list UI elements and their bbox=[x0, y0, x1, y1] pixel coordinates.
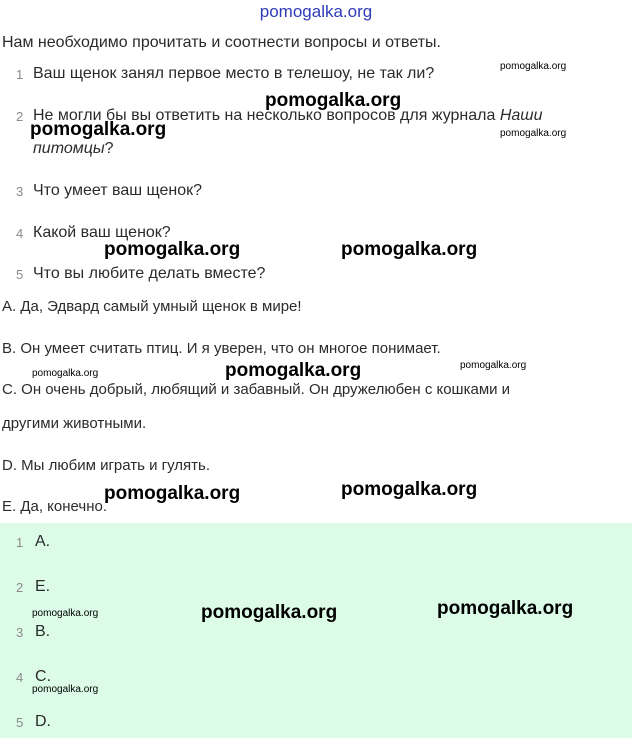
watermark: pomogalka.org bbox=[104, 483, 241, 504]
question-number: 5 bbox=[16, 267, 24, 282]
question-text-continued: питомцы? bbox=[33, 140, 114, 157]
watermark: pomogalka.org bbox=[500, 128, 567, 139]
watermark: pomogalka.org bbox=[225, 360, 362, 381]
watermark: pomogalka.org bbox=[341, 479, 478, 500]
answer-item: D. Мы любим играть и гулять. bbox=[2, 457, 211, 474]
question-text: Что умеет ваш щенок? bbox=[33, 182, 203, 199]
site-header[interactable]: pomogalka.org bbox=[259, 2, 373, 21]
solution-letter: E. bbox=[35, 578, 51, 595]
question-number: 1 bbox=[16, 67, 24, 82]
answer-item: E. Да, конечно. bbox=[2, 498, 107, 515]
question-text: Не могли бы вы ответить на несколько вопросов для журнала Наши bbox=[33, 107, 543, 124]
watermark: pomogalka.org bbox=[341, 239, 478, 260]
watermark: pomogalka.org bbox=[265, 90, 402, 111]
question-number: 2 bbox=[16, 109, 24, 124]
solution-letter: A. bbox=[35, 533, 51, 550]
solution-letter: C. bbox=[35, 668, 51, 685]
question-number: 3 bbox=[16, 184, 24, 199]
watermark: pomogalka.org bbox=[201, 602, 338, 623]
solution-number: 4 bbox=[16, 670, 24, 685]
solution-letter: D. bbox=[35, 713, 51, 730]
watermark: pomogalka.org bbox=[104, 239, 241, 260]
answer-item: A. Да, Эдвард самый умный щенок в мире! bbox=[2, 298, 302, 315]
watermark: pomogalka.org bbox=[32, 684, 99, 695]
solution-number: 5 bbox=[16, 715, 24, 730]
answer-item-continued: другими животными. bbox=[2, 415, 147, 432]
watermark: pomogalka.org bbox=[30, 119, 167, 140]
question-text: Что вы любите делать вместе? bbox=[33, 265, 266, 282]
answer-item: C. Он очень добрый, любящий и забавный. Он дружелюбен с кошками и bbox=[2, 381, 511, 398]
watermark: pomogalka.org bbox=[32, 368, 99, 379]
solution-panel bbox=[0, 523, 632, 738]
question-text: Какой ваш щенок? bbox=[33, 224, 171, 241]
question-number: 4 bbox=[16, 226, 24, 241]
solution-letter: B. bbox=[35, 623, 51, 640]
watermark: pomogalka.org bbox=[32, 608, 99, 619]
answer-item: B. Он умеет считать птиц. И я уверен, что он многое понимает. bbox=[2, 340, 441, 357]
watermark: pomogalka.org bbox=[460, 360, 527, 371]
solution-number: 1 bbox=[16, 535, 24, 550]
task-intro: Нам необходимо прочитать и соотнести вопросы и ответы. bbox=[2, 34, 441, 51]
solution-number: 2 bbox=[16, 580, 24, 595]
question-text: Ваш щенок занял первое место в телешоу, не так ли? bbox=[33, 65, 435, 82]
solution-number: 3 bbox=[16, 625, 24, 640]
watermark: pomogalka.org bbox=[500, 61, 567, 72]
watermark: pomogalka.org bbox=[437, 598, 574, 619]
